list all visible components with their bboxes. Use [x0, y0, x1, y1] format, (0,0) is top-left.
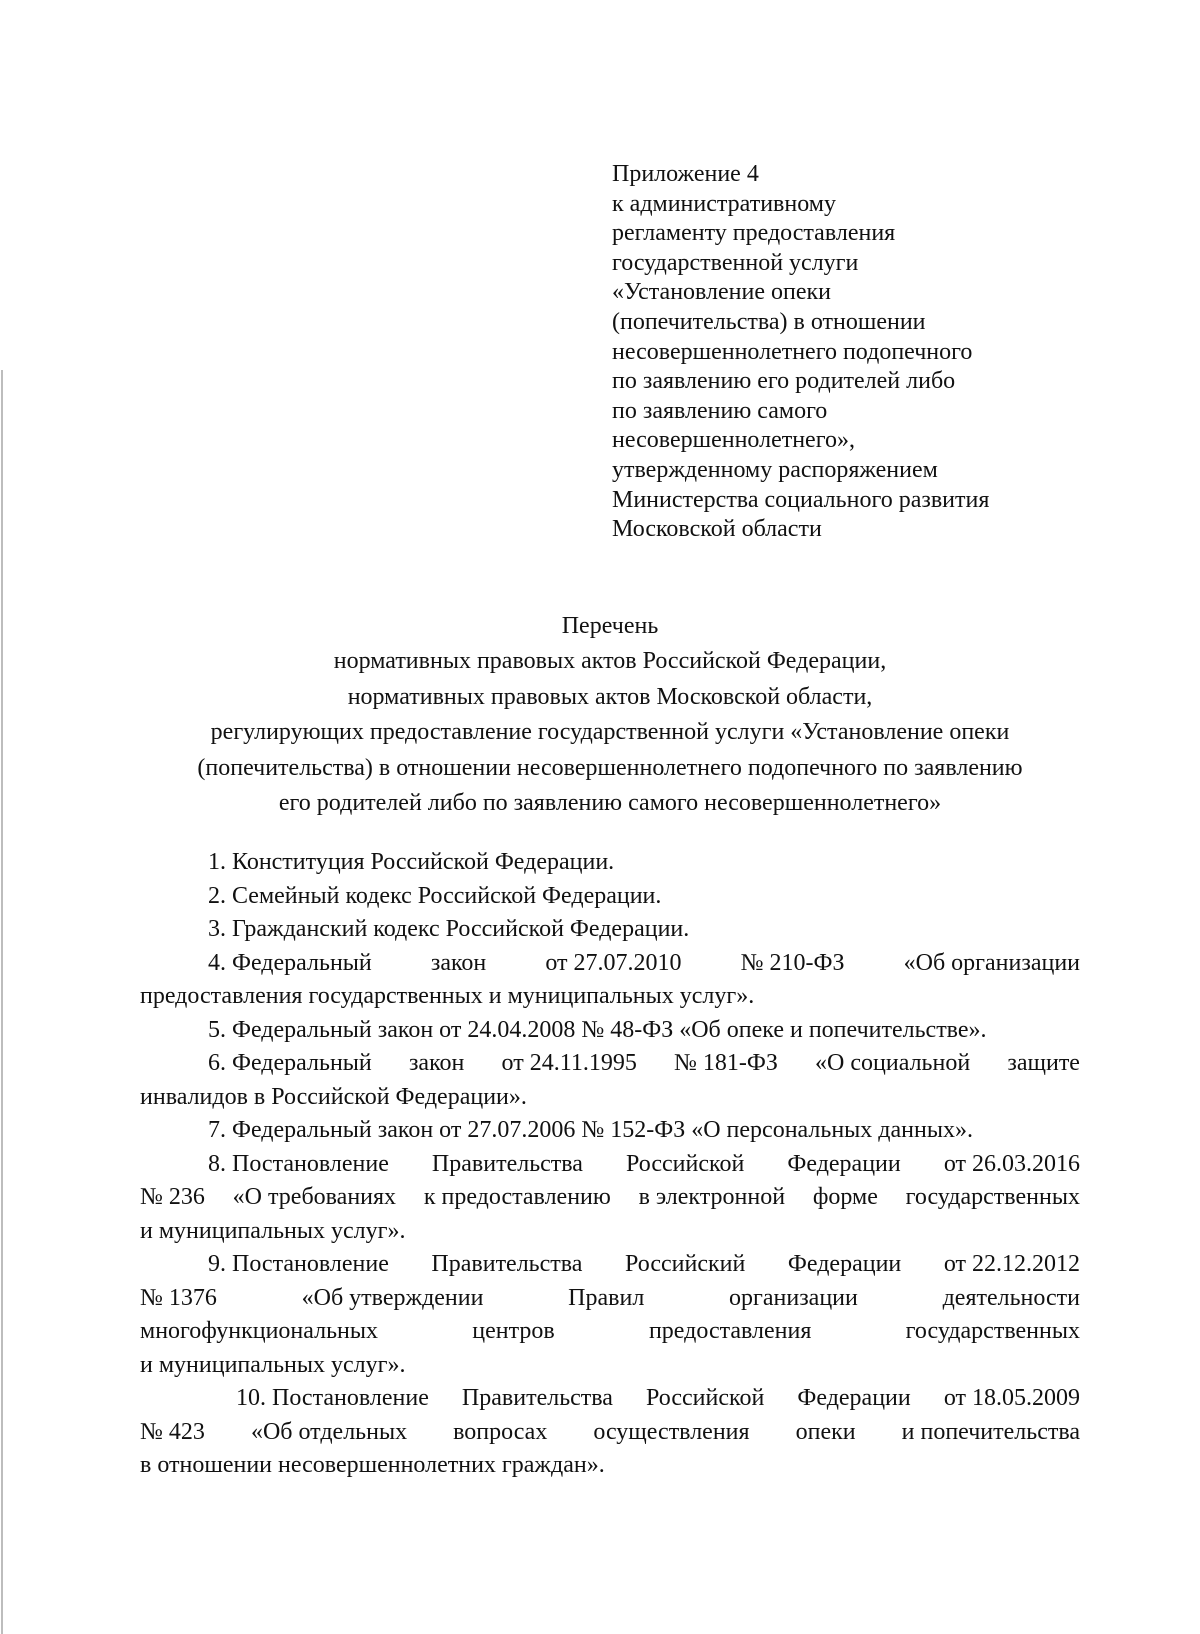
word: № 423 [140, 1418, 205, 1445]
word: Федерации [787, 1150, 901, 1177]
list-item-line [140, 1382, 1080, 1416]
title-line: (попечительства) в отношении несовершеннолетнего подопечного по заявлению [197, 754, 1023, 781]
word: № 210-ФЗ [740, 949, 845, 976]
word: 4. Федеральный [208, 949, 372, 976]
attachment-line: по заявлению его родителей либо [612, 368, 956, 395]
word: предоставления [648, 1318, 812, 1344]
list-item-line [140, 1047, 1080, 1081]
list-item-line [140, 1282, 1080, 1316]
legal-acts-list [140, 846, 1080, 1483]
word: организации [729, 1284, 858, 1311]
word: «Об отдельных [250, 1418, 408, 1445]
attachment-line: «Установление опеки [612, 279, 832, 306]
word: Правил [568, 1284, 645, 1311]
word: Правительства [461, 1385, 613, 1411]
word: государственных [905, 1184, 1080, 1210]
attachment-line: несовершеннолетнего», [612, 427, 855, 454]
word: защите [1007, 1050, 1080, 1076]
attachment-header [612, 160, 1172, 545]
list-item [140, 1382, 1080, 1483]
word: и попечительства [901, 1418, 1080, 1445]
attachment-line: несовершеннолетнего подопечного [612, 338, 973, 365]
word: 8. Постановление [208, 1150, 389, 1177]
word: «Об организации [903, 949, 1080, 976]
list-item-text: 5. Федеральный закон от 24.04.2008 № 48-ФЗ «Об опеке и попечительстве». [208, 1016, 987, 1043]
word: к предоставлению [423, 1184, 611, 1210]
list-item-text: предоставления государственных и муниципальных услуг». [140, 983, 755, 1009]
attachment-line: Приложение 4 [612, 161, 759, 187]
word: Российский [625, 1251, 746, 1277]
word: № 1376 [140, 1284, 217, 1311]
word: закон [408, 1050, 465, 1076]
attachment-line: (попечительства) в отношении [612, 308, 926, 335]
list-item [140, 846, 1080, 880]
word: закон [430, 949, 487, 976]
list-item [140, 1248, 1080, 1382]
title-line: его родителей либо по заявлению самого несовершеннолетнего» [278, 790, 942, 817]
word: Российской [646, 1385, 765, 1411]
word: Правительства [431, 1251, 583, 1277]
word: № 181-ФЗ [673, 1050, 778, 1076]
list-item [140, 1047, 1080, 1114]
list-item [140, 1148, 1080, 1249]
list-item-line [140, 1315, 1080, 1349]
document-title [130, 609, 1090, 821]
word: форме [812, 1184, 878, 1210]
word: 10. Постановление [236, 1385, 429, 1411]
list-item [140, 947, 1080, 1014]
list-item-line [140, 1416, 1080, 1450]
list-item-text: 2. Семейный кодекс Российской Федерации. [208, 882, 662, 909]
title-line: регулирующих предоставление государственной услуги «Установление опеки [210, 719, 1010, 746]
word: государственных [905, 1318, 1080, 1344]
list-item-line [140, 1181, 1080, 1215]
list-item-text: и муниципальных услуг». [140, 1217, 406, 1244]
word: № 236 [140, 1184, 205, 1210]
word: Российской [626, 1150, 745, 1177]
word: от 18.05.2009 [943, 1385, 1080, 1411]
list-item [140, 1114, 1080, 1148]
list-item [140, 880, 1080, 914]
list-item-text: инвалидов в Российской Федерации». [140, 1083, 527, 1110]
list-item-text: 1. Конституция Российской Федерации. [208, 849, 615, 875]
word: центров [472, 1318, 555, 1344]
word: от 26.03.2016 [943, 1150, 1080, 1177]
attachment-line: утвержденному распоряжением [612, 456, 938, 483]
word: в электронной [638, 1184, 786, 1210]
word: многофункциональных [140, 1318, 379, 1344]
attachment-line: Московской области [612, 516, 822, 543]
list-item-text: 3. Гражданский кодекс Российской Федерации. [208, 916, 690, 942]
scan-edge-line [1, 370, 3, 1634]
list-item-line [140, 1248, 1080, 1282]
word: «О требованиях [232, 1184, 397, 1210]
list-item-text: 7. Федеральный закон от 27.07.2006 № 152-ФЗ «О персональных данных». [208, 1117, 973, 1143]
attachment-line: Министерства социального развития [612, 486, 990, 513]
word: опеки [795, 1418, 856, 1445]
list-item-line [140, 1148, 1080, 1182]
attachment-line: к административному [612, 190, 836, 217]
word: «О социальной [815, 1050, 971, 1076]
attachment-line: государственной услуги [612, 249, 859, 276]
word: вопросах [453, 1418, 548, 1445]
word: Федерации [797, 1385, 911, 1411]
word: от 27.07.2010 [545, 949, 682, 976]
word: 9. Постановление [208, 1251, 389, 1277]
word: «Об утверждении [301, 1284, 484, 1311]
word: Федерации [787, 1251, 902, 1277]
list-item [140, 913, 1080, 947]
title-line: Перечень [561, 613, 659, 639]
word: 6. Федеральный [208, 1050, 372, 1076]
word: от 24.11.1995 [501, 1050, 637, 1076]
word: осуществления [593, 1418, 750, 1445]
word: деятельности [942, 1284, 1080, 1311]
attachment-line: регламенту предоставления [612, 220, 896, 247]
title-line: нормативных правовых актов Московской области, [347, 683, 873, 710]
word: от 22.12.2012 [943, 1251, 1080, 1277]
list-item [140, 1014, 1080, 1048]
word: Правительства [431, 1150, 583, 1177]
list-item-text: в отношении несовершеннолетних граждан». [140, 1452, 605, 1478]
list-item-line [140, 947, 1080, 981]
title-line: нормативных правовых актов Российской Федерации, [333, 648, 887, 675]
list-item-text: и муниципальных услуг». [140, 1351, 406, 1378]
attachment-line: по заявлению самого [612, 397, 828, 424]
